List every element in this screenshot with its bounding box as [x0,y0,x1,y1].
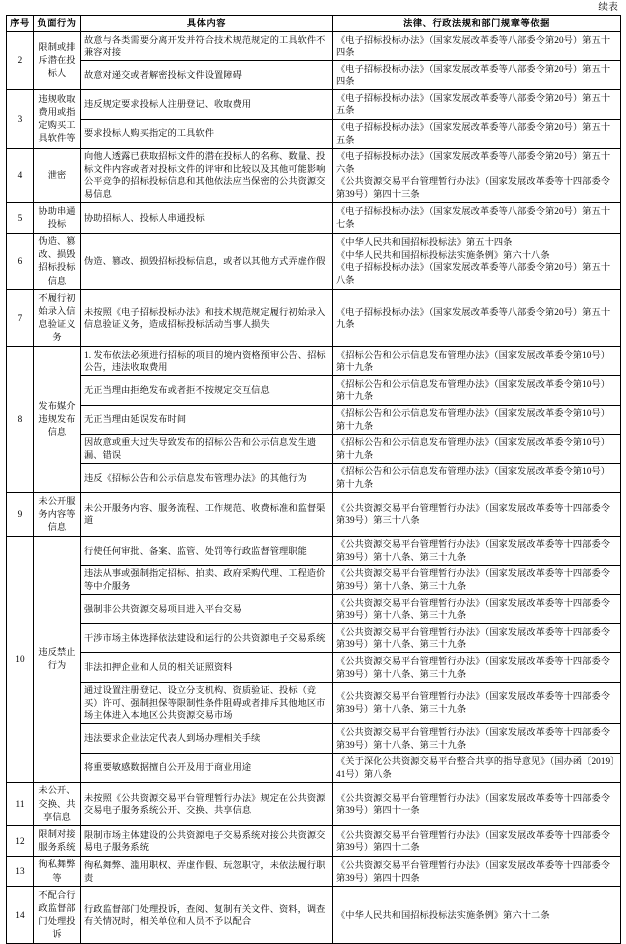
cell-legal-basis [333,434,621,463]
table-row [7,463,621,492]
continued-table-label: 续表 [598,3,618,13]
cell-serial-number: 7 [7,290,34,347]
legal-basis-line: 《电子招标投标办法》（国家发展改革委等八部委令第20号）第五十五条 [336,92,611,116]
legal-basis-line: 《中华人民共和国招标投标法实施条例》第六十二条 [336,909,550,920]
legal-basis-line: 《公共资源交易平台管理暂行办法》（国家发展改革委等十四部委令第39号）第十八条、第三十九条 [336,539,611,562]
cell-negative-behavior: 伪造、篡改、损毁招标投标信息 [34,233,81,290]
cell-legal-basis [333,61,621,90]
cell-specific-content: 协助招标人、投标人串通投标 [81,203,333,233]
cell-serial-number: 8 [7,347,34,493]
cell-legal-basis [333,826,621,856]
cell-serial-number: 12 [7,826,34,856]
table-row [7,148,621,202]
legal-basis-line: 《公共资源交易平台管理暂行办法》（国家发展改革委等十四部委令第39号）第十八条、第三十九条 [336,597,611,621]
cell-specific-content: 未公开服务内容、服务流程、工作规范、收费标准和监督渠道 [81,493,333,537]
cell-negative-behavior: 违反禁止行为 [34,536,81,782]
cell-serial-number: 10 [7,536,34,782]
cell-specific-content: 故意与各类需要分离开发并符合技术规范规定的工具软件不兼容对接 [81,32,333,61]
cell-negative-behavior: 未公开服务内容等信息 [34,493,81,537]
cell-serial-number: 9 [7,493,34,537]
cell-legal-basis [333,148,621,202]
legal-basis-line: 《中华人民共和国招标投标法》第五十四条 [336,237,513,248]
table-row [7,536,621,565]
cell-legal-basis [333,595,621,624]
cell-negative-behavior: 限制对接服务系统 [34,826,81,856]
table-header [7,16,621,32]
negative-behavior-table [6,15,621,944]
table-row [7,624,621,653]
legal-basis-line: 《公共资源交易平台管理暂行办法》（国家发展改革委等十四部委令第39号）第四十四条 [336,859,611,883]
table-row [7,682,621,724]
cell-legal-basis [333,856,621,886]
cell-serial-number: 14 [7,887,34,944]
legal-basis-line: 《电子招标投标办法》（国家发展改革委等八部委令第20号）第五十九条 [336,306,611,330]
table-body [7,32,621,944]
legal-basis-line: 《公共资源交易平台管理暂行办法》（国家发展改革委等十四部委令第39号）第十八条、第三十九条 [336,726,611,750]
table-row [7,724,621,753]
cell-specific-content: 因故意或重大过失导致发布的招标公告和公示信息发生遗漏、错误 [81,434,333,463]
legal-basis-line: 《招标公告和公示信息发布管理办法》（国家发展改革委令第10号）第十九条 [336,349,611,373]
cell-legal-basis [333,782,621,826]
cell-specific-content: 向他人透露已获取招标文件的潜在投标人的名称、数量、投标文件内容或者对投标文件的评审和比较以及其他可能影响公平竞争的招标投标信息和其他依法应当保密的公共资源交易信息 [81,148,333,202]
cell-negative-behavior: 未公开、交换、共享信息 [34,782,81,826]
cell-specific-content: 未按照《公共资源交易平台管理暂行办法》规定在公共资源交易电子服务系统公开、交换、共享信息 [81,782,333,826]
legal-basis-line: 《公共资源交易平台管理暂行办法》（国家发展改革委等十四部委令第39号）第十八条、第三十九条 [336,626,611,650]
legal-basis-line: 《电子招标投标办法》（国家发展改革委等八部委令第20号）第五十五条 [336,122,611,145]
cell-legal-basis [333,653,621,682]
cell-specific-content: 未按照《电子招标投标办法》和技术规范规定履行初始录入信息验证义务，造成招标投标活动当事人损失 [81,290,333,347]
table-row [7,405,621,434]
cell-legal-basis [333,290,621,347]
cell-legal-basis [333,233,621,290]
legal-basis-line: 《电子招标投标办法》（国家发展改革委等八部委令第20号）第五十四条 [336,34,611,58]
cell-legal-basis [333,203,621,233]
cell-legal-basis [333,347,621,376]
cell-specific-content: 限制市场主体建设的公共资源电子交易系统对接公共资源交易电子服务系统 [81,826,333,856]
table-row [7,565,621,594]
cell-negative-behavior: 徇私舞弊等 [34,856,81,886]
legal-basis-line: 《公共资源交易平台管理暂行办法》（国家发展改革委等十四部委令第39号）第四十三条 [336,176,611,200]
cell-specific-content: 强制非公共资源交易项目进入平台交易 [81,595,333,624]
table-row [7,290,621,347]
cell-legal-basis [333,32,621,61]
cell-serial-number: 2 [7,32,34,90]
cell-specific-content: 行政监督部门处理投诉，查阅、复制有关文件、资料，调查有关情况时，相关单位和人员不予以配合 [81,887,333,944]
table-row [7,434,621,463]
table-header-row [7,16,621,32]
legal-basis-line: 《电子招标投标办法》（国家发展改革委等八部委令第20号）第五十八条 [336,262,611,286]
cell-specific-content: 非法扣押企业和人员的相关证照资料 [81,653,333,682]
table-row [7,90,621,119]
cell-serial-number: 11 [7,782,34,826]
cell-negative-behavior: 发布媒介违规发布信息 [34,347,81,493]
cell-specific-content: 1. 发布依法必须进行招标的项目的境内资格预审公告、招标公告，违法收取费用 [81,347,333,376]
cell-serial-number: 4 [7,148,34,202]
cell-legal-basis [333,463,621,492]
cell-legal-basis [333,724,621,753]
cell-legal-basis [333,753,621,782]
cell-legal-basis [333,682,621,724]
table-row [7,347,621,376]
table-row [7,595,621,624]
cell-specific-content: 故意对递交或者解密投标文件设置障碍 [81,61,333,90]
cell-specific-content: 违反规定要求投标人注册登记、收取费用 [81,90,333,119]
cell-serial-number: 3 [7,90,34,148]
cell-serial-number: 13 [7,856,34,886]
cell-specific-content: 无正当理由拒绝发布或者拒不按规定交互信息 [81,376,333,405]
cell-specific-content: 将重要敏感数据擅自公开及用于商业用途 [81,753,333,782]
table-row [7,119,621,148]
legal-basis-line: 《公共资源交易平台管理暂行办法》（国家发展改革委等十四部委令第39号）第四十二条 [336,829,611,853]
cell-specific-content: 伪造、篡改、损毁招标投标信息，或者以其他方式弄虚作假 [81,233,333,290]
table-row [7,782,621,826]
legal-basis-line: 《公共资源交易平台管理暂行办法》（国家发展改革委等十四部委令第39号）第三十八条 [336,502,611,526]
cell-negative-behavior: 不履行初始录入信息验证义务 [34,290,81,347]
cell-negative-behavior: 限制或排斥潜在投标人 [34,32,81,90]
cell-specific-content: 违反《招标公告和公示信息发布管理办法》的其他行为 [81,463,333,492]
legal-basis-line: 《中华人民共和国招标投标法实施条例》第六十八条 [336,249,550,260]
column-header-behavior: 负面行为 [34,16,81,32]
table-row [7,376,621,405]
legal-basis-line: 《公共资源交易平台管理暂行办法》（国家发展改革委等十四部委令第39号）第十八条、第三十九条 [336,568,611,591]
column-header-content: 具体内容 [81,16,333,32]
legal-basis-line: 《电子招标投标办法》（国家发展改革委等八部委令第20号）第五十七条 [336,206,611,229]
table-row [7,753,621,782]
cell-specific-content: 要求投标人购买指定的工具软件 [81,119,333,148]
cell-legal-basis [333,90,621,119]
cell-specific-content: 无正当理由延误发布时间 [81,405,333,434]
cell-negative-behavior: 不配合行政监督部门处理投诉 [34,887,81,944]
table-row [7,61,621,90]
legal-basis-line: 《公共资源交易平台管理暂行办法》（国家发展改革委等十四部委令第39号）第十八条、第三十九条 [336,655,611,679]
legal-basis-line: 《招标公告和公示信息发布管理办法》（国家发展改革委令第10号）第十九条 [336,408,611,431]
cell-specific-content: 徇私舞弊、滥用职权、弄虚作假、玩忽职守，未依法履行职责 [81,856,333,886]
cell-serial-number: 6 [7,233,34,290]
cell-negative-behavior: 违规收取费用或指定购买工具软件等 [34,90,81,148]
legal-basis-line: 《公共资源交易平台管理暂行办法》（国家发展改革委等十四部委令第39号）第四十一条 [336,792,611,816]
legal-basis-line: 《招标公告和公示信息发布管理办法》（国家发展改革委令第10号）第十九条 [336,437,611,460]
legal-basis-line: 《招标公告和公示信息发布管理办法》（国家发展改革委令第10号）第十九条 [336,378,611,402]
legal-basis-line: 《电子招标投标办法》（国家发展改革委等八部委令第20号）第五十四条 [336,63,611,87]
cell-legal-basis [333,536,621,565]
column-header-serial: 序号 [7,16,34,32]
table-row [7,32,621,61]
table-row [7,856,621,886]
cell-specific-content: 违法从事或强制指定招标、拍卖、政府采购代理、工程造价等中介服务 [81,565,333,594]
cell-legal-basis [333,376,621,405]
table-row [7,233,621,290]
table-row [7,493,621,537]
legal-basis-line: 《关于深化公共资源交易平台整合共享的指导意见》（国办函〔2019〕41号）第八条 [336,756,615,779]
cell-legal-basis [333,887,621,944]
cell-legal-basis [333,493,621,537]
column-header-basis: 法律、行政法规和部门规章等依据 [333,16,621,32]
legal-basis-line: 《招标公告和公示信息发布管理办法》（国家发展改革委令第10号）第十九条 [336,466,611,489]
cell-legal-basis [333,119,621,148]
cell-legal-basis [333,405,621,434]
table-row [7,653,621,682]
cell-negative-behavior: 协助串通投标 [34,203,81,233]
cell-specific-content: 违法要求企业法定代表人到场办理相关手续 [81,724,333,753]
cell-serial-number: 5 [7,203,34,233]
table-row [7,203,621,233]
cell-negative-behavior: 泄密 [34,148,81,202]
legal-basis-line: 《公共资源交易平台管理暂行办法》（国家发展改革委等十四部委令第39号）第十八条、第三十九条 [336,691,611,715]
cell-specific-content: 通过设置注册登记、设立分支机构、资质验证、投标（竞买）许可、强制担保等限制性条件阻碍或者排斥其他地区市场主体进入本地区公共资源交易市场 [81,682,333,724]
legal-basis-line: 《电子招标投标办法》（国家发展改革委等八部委令第20号）第五十六条 [336,151,611,174]
cell-specific-content: 行使任何审批、备案、监管、处罚等行政监督管理职能 [81,536,333,565]
table-row [7,826,621,856]
cell-legal-basis [333,565,621,594]
cell-specific-content: 干涉市场主体选择依法建设和运行的公共资源电子交易系统 [81,624,333,653]
table-row [7,887,621,944]
cell-legal-basis [333,624,621,653]
